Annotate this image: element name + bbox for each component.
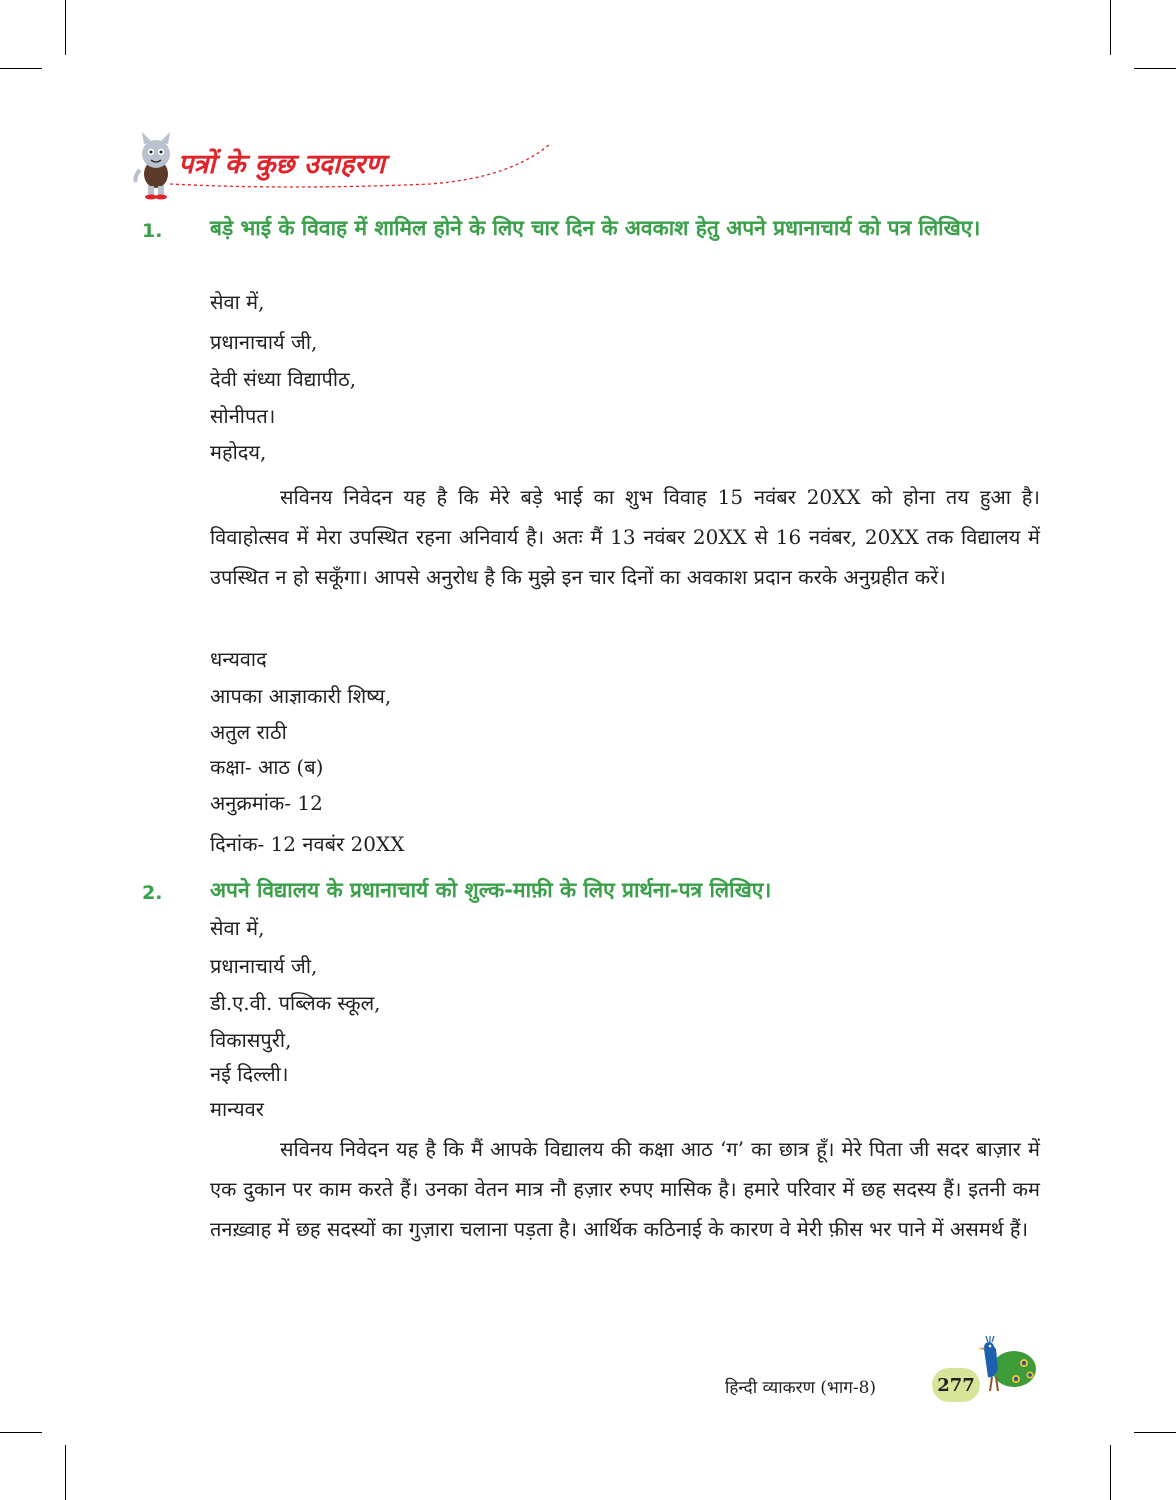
crop-mark [0,1432,42,1433]
address-line: सोनीपत। [210,404,276,428]
peacock-icon [976,1335,1038,1395]
closing-line: दिनांक- 12 नवबंर 20XX [210,832,405,856]
crop-mark [1134,1432,1176,1433]
crop-mark [65,0,66,55]
closing-line: धन्यवाद [210,647,267,671]
closing-line: अनुक्रमांक- 12 [210,791,323,815]
page-number: 277 [932,1368,980,1402]
crop-mark [0,68,42,69]
address-line: डी.ए.वी. पब्लिक स्कूल, [210,991,381,1015]
question-text: अपने विद्यालय के प्रधानाचार्य को शुल्क-माफ़ी के लिए प्रार्थना-पत्र लिखिए। [210,878,772,902]
book-title: हिन्दी व्याकरण (भाग-8) [725,1378,877,1398]
address-line: देवी संध्या विद्यापीठ, [210,367,357,391]
address-line: सेवा में, [210,290,265,314]
letter-body: सविनय निवेदन यह है कि मेरे बड़े भाई का शुभ विवाह 15 नवंबर 20XX को होना तय हुआ है। विवाहोत्सव में मेरा उपस्थित रहना अनिवार्य है। अतः मैं 13 नवंबर 20XX से 16 नवंबर, 20XX तक विद्यालय में उपस्थित न हो सकूँगा। आपसे अनुरोध है कि मुझे इन चार दिनों का अवकाश प्रदान करके अनुग्रहीत करें। [210,485,1040,589]
crop-mark [1110,0,1111,55]
address-line: सेवा में, [210,916,265,940]
address-line: नई दिल्ली। [210,1062,289,1086]
crop-mark [1110,1445,1111,1500]
crop-mark [65,1445,66,1500]
question-number: 1. [142,220,163,242]
address-line: विकासपुरी, [210,1028,292,1052]
salutation: महोदय, [210,440,267,464]
letter-body: सविनय निवेदन यह है कि मैं आपके विद्यालय की कक्षा आठ ‘ग’ का छात्र हूँ। मेरे पिता जी सदर बाज़ार में एक दुकान पर काम करते हैं। उनका वेतन मात्र नौ हज़ार रुपए मासिक है। हमारे परिवार में छह सदस्य हैं। इतनी कम तनख़्वाह में छह सदस्यों का गुज़ारा चलाना पड़ता है। आर्थिक कठिनाई के कारण वे मेरी फ़ीस भर पाने में असमर्थ हैं। [210,1137,1040,1241]
closing-line: अतुल राठी [210,720,287,744]
closing-line: आपका आज्ञाकारी शिष्य, [210,684,392,708]
section-title: पत्रों के कुछ उदाहरण [178,149,385,180]
question-number: 2. [142,882,163,904]
address-line: प्रधानाचार्य जी, [210,954,318,978]
section-header [130,130,590,200]
crop-mark [1134,68,1176,69]
salutation: मान्यवर [210,1097,264,1121]
address-line: प्रधानाचार्य जी, [210,330,318,354]
question-text: बड़े भाई के विवाह में शामिल होने के लिए चार दिन के अवकाश हेतु अपने प्रधानाचार्य को पत्र लिखिए। [210,216,981,240]
closing-line: कक्षा- आठ (ब) [210,755,324,779]
